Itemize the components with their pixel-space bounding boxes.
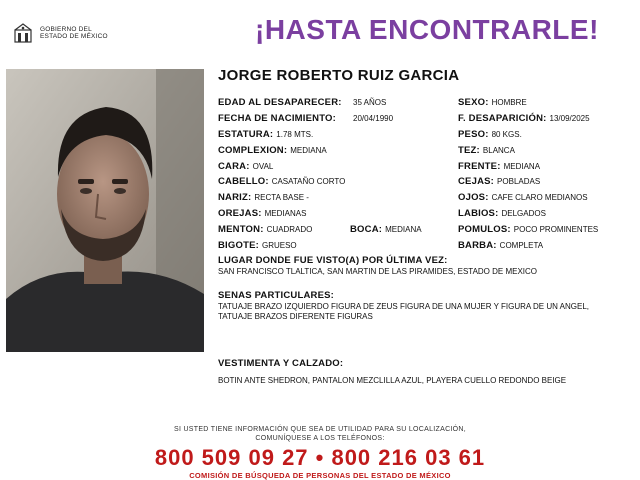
field-label: CABELLO: bbox=[218, 176, 269, 187]
field-label: TEZ: bbox=[458, 145, 480, 156]
field-value: 13/09/2025 bbox=[549, 114, 590, 123]
clothing-text: BOTIN ANTE SHEDRON, PANTALON MEZCLILLA AZUL, PLAYERA CUELLO REDONDO BEIGE bbox=[218, 376, 567, 385]
field-boca bbox=[350, 224, 422, 235]
field-tez bbox=[458, 145, 515, 156]
field-value: DELGADOS bbox=[501, 209, 546, 218]
field-label: OJOS: bbox=[458, 192, 489, 203]
contact-line-2: COMUNÍQUESE A LOS TELÉFONOS: bbox=[255, 435, 385, 442]
field-bigote bbox=[218, 240, 297, 251]
field-cabello bbox=[218, 176, 345, 187]
field-peso bbox=[458, 129, 522, 140]
field-value: 80 KGS. bbox=[491, 130, 522, 139]
field-barba bbox=[458, 240, 543, 251]
field-menton bbox=[218, 224, 312, 235]
field-value: RECTA BASE - bbox=[254, 193, 309, 202]
field-ojos bbox=[458, 192, 588, 203]
last-seen-text: SAN FRANCISCO TLALTICA, SAN MARTIN DE LAS PIRAMIDES, ESTADO DE MEXICO bbox=[218, 267, 538, 276]
field-value: CAFE CLARO MEDIANOS bbox=[491, 193, 588, 202]
logo-line-1: GOBIERNO DEL bbox=[40, 26, 92, 33]
contact-message bbox=[0, 425, 640, 443]
field-label: F. DESAPARICIÓN: bbox=[458, 113, 547, 124]
field-frente bbox=[458, 161, 540, 172]
field-value: 20/04/1990 bbox=[353, 114, 394, 123]
field-value: 35 AÑOS bbox=[353, 98, 387, 107]
field-value: OVAL bbox=[252, 162, 274, 171]
field-label: CARA: bbox=[218, 161, 250, 172]
field-labios bbox=[458, 208, 546, 219]
field-value: MEDIANA bbox=[503, 162, 541, 171]
field-value: HOMBRE bbox=[491, 98, 527, 107]
marks-title: SENAS PARTICULARES: bbox=[218, 290, 335, 301]
field-estatura bbox=[218, 129, 313, 140]
field-label: OREJAS: bbox=[218, 208, 262, 219]
field-nariz bbox=[218, 192, 309, 203]
field-value: POCO PROMINENTES bbox=[513, 225, 599, 234]
contact-line-1: SI USTED TIENE INFORMACIÓN QUE SEA DE UTILIDAD PARA SU LOCALIZACIÓN, bbox=[173, 426, 467, 433]
person-photo bbox=[6, 69, 204, 352]
field-sexo bbox=[458, 97, 527, 108]
logo-text bbox=[40, 26, 108, 40]
government-logo bbox=[12, 22, 108, 44]
field-orejas bbox=[218, 208, 306, 219]
field-label: NARIZ: bbox=[218, 192, 252, 203]
field-label: MENTON: bbox=[218, 224, 264, 235]
field-label: BIGOTE: bbox=[218, 240, 259, 251]
organization-name: COMISIÓN DE BÚSQUEDA DE PERSONAS DEL ESTADO DE MÉXICO bbox=[189, 471, 451, 480]
field-value: BLANCA bbox=[482, 146, 515, 155]
field-nacimiento bbox=[218, 113, 394, 124]
field-label: FECHA DE NACIMIENTO: bbox=[218, 113, 336, 124]
marks-text: TATUAJE BRAZO IZQUIERDO FIGURA DE ZEUS FIGURA DE UNA MUJER Y FIGURA DE UN ANGEL, TATUAJE BRAZOS DIFERENTE FIGURAS bbox=[218, 302, 590, 321]
phone-numbers[interactable]: 800 509 09 27 • 800 216 03 61 bbox=[154, 445, 486, 470]
field-pomulos bbox=[458, 224, 598, 235]
field-value: COMPLETA bbox=[499, 241, 544, 250]
logo-line-2: ESTADO DE MÉXICO bbox=[40, 33, 108, 40]
person-name: JORGE ROBERTO RUIZ GARCIA bbox=[218, 67, 460, 84]
photo-illustration bbox=[6, 69, 204, 352]
field-value: POBLADAS bbox=[497, 177, 541, 186]
field-label: BOCA: bbox=[350, 224, 383, 235]
field-label: BARBA: bbox=[458, 240, 497, 251]
field-cara bbox=[218, 161, 273, 172]
last-seen-title: LUGAR DONDE FUE VISTO(A) POR ÚLTIMA VEZ: bbox=[218, 255, 448, 266]
field-label: ESTATURA: bbox=[218, 129, 274, 140]
headline: ¡HASTA ENCONTRARLE! bbox=[255, 14, 599, 45]
field-value: 1.78 MTS. bbox=[276, 130, 314, 139]
field-value: MEDIANAS bbox=[264, 209, 307, 218]
field-complexion bbox=[218, 145, 327, 156]
field-label: POMULOS: bbox=[458, 224, 511, 235]
field-cejas bbox=[458, 176, 540, 187]
field-value: GRUESO bbox=[261, 241, 297, 250]
field-label: FRENTE: bbox=[458, 161, 501, 172]
field-label: LABIOS: bbox=[458, 208, 499, 219]
coat-of-arms-icon bbox=[12, 22, 34, 44]
field-value: MEDIANA bbox=[290, 146, 327, 155]
field-desaparicion bbox=[458, 113, 590, 124]
field-value: MEDIANA bbox=[385, 225, 422, 234]
field-label: SEXO: bbox=[458, 97, 489, 108]
field-edad bbox=[218, 97, 387, 108]
field-value: CASATAÑO CORTO bbox=[271, 177, 346, 186]
clothing-title: VESTIMENTA Y CALZADO: bbox=[218, 358, 344, 369]
field-label: EDAD AL DESAPARECER: bbox=[218, 97, 342, 108]
field-label: PESO: bbox=[458, 129, 489, 140]
field-label: COMPLEXION: bbox=[218, 145, 288, 156]
field-label: CEJAS: bbox=[458, 176, 495, 187]
field-value: CUADRADO bbox=[266, 225, 313, 234]
